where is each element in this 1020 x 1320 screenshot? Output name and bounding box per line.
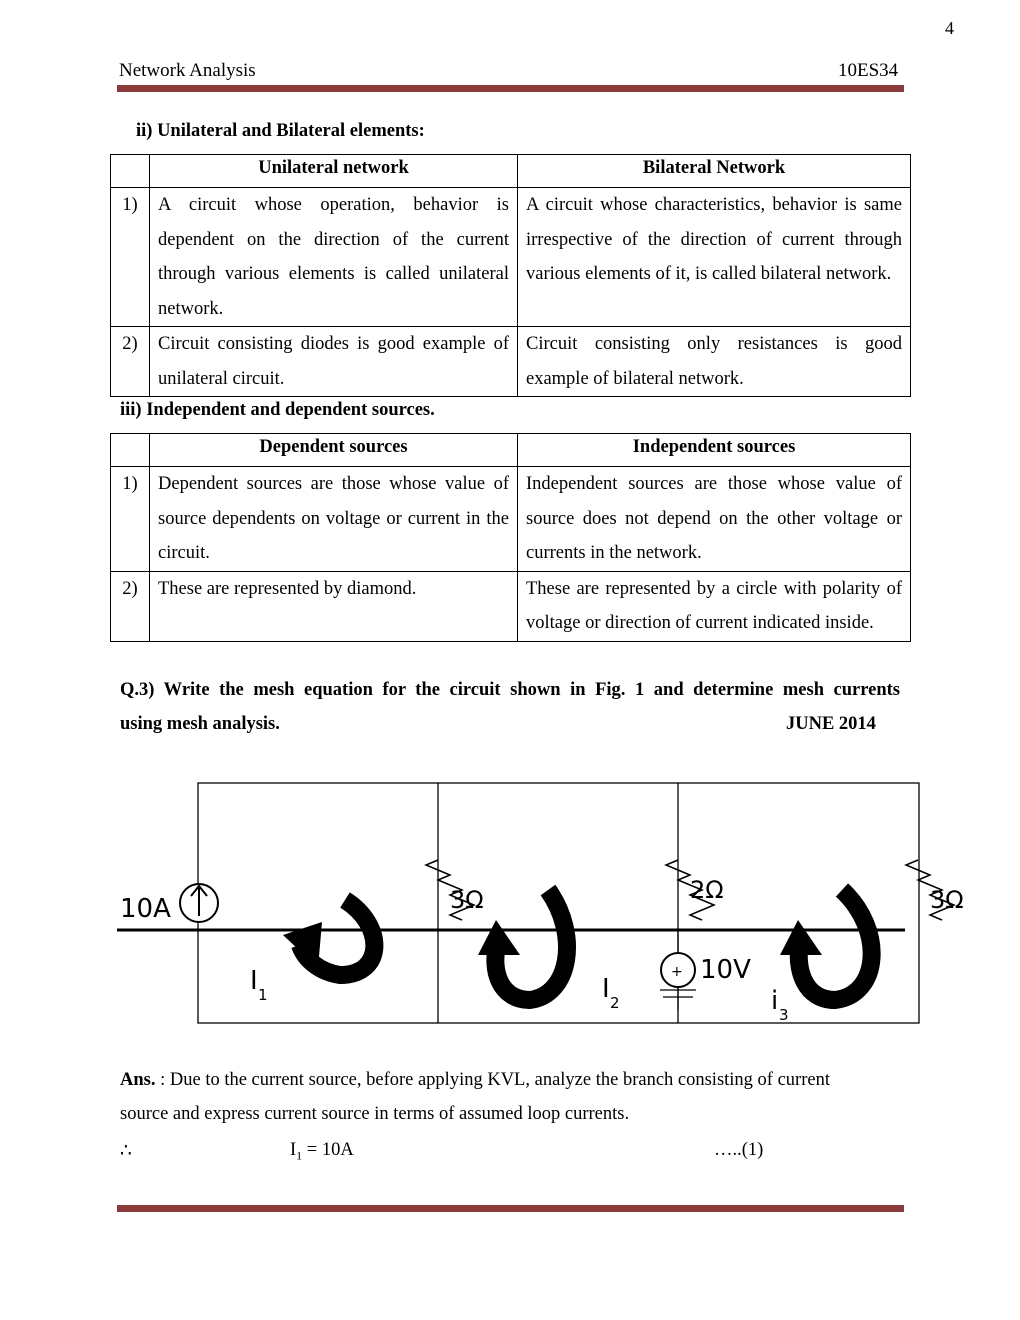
mesh-1-arrow	[283, 900, 374, 975]
table-header: Dependent sources	[150, 434, 518, 467]
table-cell: Dependent sources are those whose value of source dependents on voltage or current in the circuit.	[150, 467, 518, 572]
table-row	[111, 467, 911, 572]
table-cell: These are represented by a circle with polarity of voltage or direction of current indicated inside.	[518, 571, 911, 641]
current-source	[180, 884, 218, 922]
equation-number: …..(1)	[714, 1140, 764, 1160]
answer-label: Ans.	[120, 1070, 156, 1090]
equation-rhs: = 10A	[306, 1140, 354, 1160]
table-cell: These are represented by diamond.	[150, 571, 518, 641]
table-cell: Circuit consisting only resistances is good example of bilateral network.	[518, 327, 911, 397]
table-header: Unilateral network	[150, 155, 518, 188]
resistor-3ohm-2-label: 3Ω	[930, 886, 964, 914]
mesh-1-label: I	[250, 966, 258, 996]
resistor-2ohm-label: 2Ω	[690, 876, 724, 904]
answer-line-1	[120, 1070, 900, 1091]
table-header-blank	[111, 434, 150, 467]
table-header: Bilateral Network	[518, 155, 911, 188]
row-number: 2)	[111, 571, 150, 641]
table-row	[111, 188, 911, 327]
therefore-symbol: ∴	[120, 1141, 132, 1161]
equation-subscript: 1	[296, 1148, 303, 1163]
table-row	[111, 571, 911, 641]
row-number: 1)	[111, 188, 150, 327]
question-line-1: Q.3) Write the mesh equation for the circuit shown in Fig. 1 and determine mesh currents	[120, 680, 900, 700]
table-cell: A circuit whose characteristics, behavior is same irrespective of the direction of current through various elements of it, is called bilateral network.	[518, 188, 911, 327]
question-date: JUNE 2014	[786, 714, 876, 734]
mesh-2-arrow	[478, 890, 567, 1000]
page-number: 4	[945, 18, 954, 38]
mesh-2-label: I	[602, 974, 610, 1004]
mesh-3-label: i	[771, 986, 779, 1016]
table-header-row	[111, 434, 911, 467]
header-rule	[117, 85, 904, 92]
question-line-2: using mesh analysis.	[120, 714, 280, 734]
table-header-blank	[111, 155, 150, 188]
answer-line-2: source and express current source in terms of assumed loop currents.	[120, 1104, 630, 1124]
unilateral-bilateral-table	[110, 154, 911, 397]
mesh-2-subscript: 2	[610, 994, 620, 1012]
sources-table	[110, 433, 911, 642]
table-cell: Circuit consisting diodes is good example of unilateral circuit.	[150, 327, 518, 397]
header-title: Network Analysis	[119, 60, 256, 81]
table-row	[111, 327, 911, 397]
row-number: 1)	[111, 467, 150, 572]
table-header-row	[111, 155, 911, 188]
section-ii-title: ii) Unilateral and Bilateral elements:	[136, 121, 425, 141]
current-source-label: 10A	[120, 894, 171, 924]
equation-1	[290, 1140, 354, 1164]
circuit-diagram	[0, 760, 1020, 1050]
mesh-3-arrow	[780, 890, 872, 1000]
table-cell: Independent sources are those whose value of source does not depend on the other voltage or currents in the network.	[518, 467, 911, 572]
row-number: 2)	[111, 327, 150, 397]
section-iii-title: iii) Independent and dependent sources.	[120, 400, 435, 420]
voltage-source-label: 10V	[700, 955, 751, 985]
footer-rule	[117, 1205, 904, 1212]
answer-text-1: : Due to the current source, before applying KVL, analyze the branch consisting of current	[160, 1070, 830, 1090]
resistor-3ohm-1-label: 3Ω	[450, 886, 484, 914]
mesh-3-subscript: 3	[779, 1006, 789, 1024]
voltage-source-plus: +	[671, 964, 683, 980]
table-cell: A circuit whose operation, behavior is dependent on the direction of the current through various elements is called unilateral network.	[150, 188, 518, 327]
header-code: 10ES34	[838, 60, 899, 81]
equation-letter: I	[290, 1140, 297, 1160]
table-header: Independent sources	[518, 434, 911, 467]
mesh-1-subscript: 1	[258, 986, 268, 1004]
